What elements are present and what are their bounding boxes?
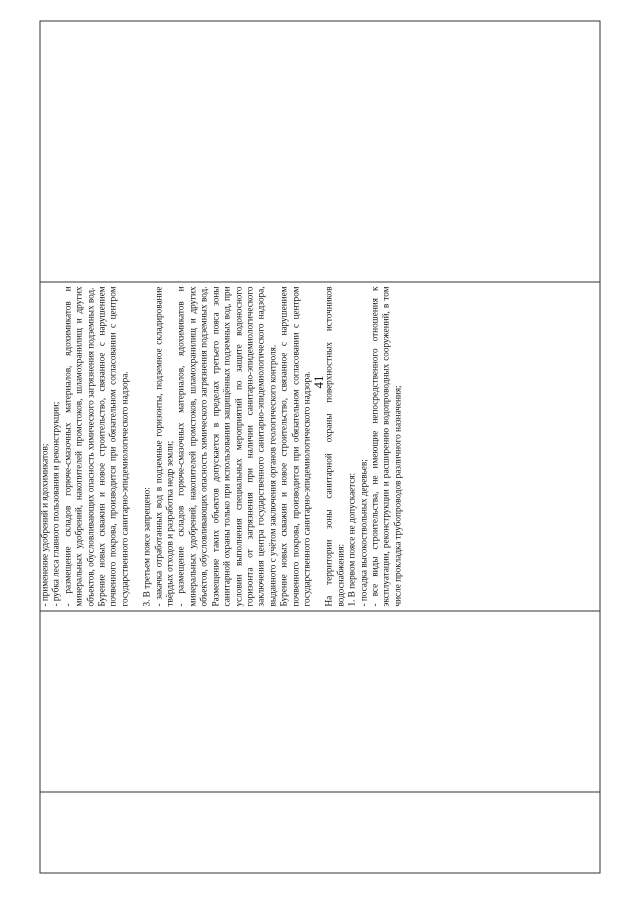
paragraph: Бурение новых скважин и новое строительство, связанное с нарушением почвенного покрова, производится при обязательном согласовании с центром государственного санитарно-эпидемиологического надзора. (97, 286, 131, 607)
paragraph: - закачка отработанных вод в подземные горизонты, подземное складирование твёрдых отходов и разработка недр земли; (154, 286, 176, 607)
paragraph: На территории зоны санитарной охраны поверхностных источников водоснабжения: (324, 286, 347, 607)
table-cell-text (40, 282, 600, 611)
table-cell-notes (40, 21, 600, 282)
paragraph: - размещение складов горюче-смазочных материалов, ядохимикатов и минеральных удобрений, накопителей промстоков, шламохранилищ и других объектов, обусловливающих опасность химического загрязнения подземных вод. (63, 286, 97, 607)
paragraph: Бурение новых скважин и новое строительство, связанное с нарушением почвенного покрова, производится при обязательном согласовании с центром государственного санитарно-эпидемиологического надзора. (279, 286, 313, 607)
text-block (143, 287, 314, 607)
table-cell-title (40, 611, 600, 792)
paragraph: 3. В третьем поясе запрещено: (142, 487, 153, 607)
document-table (40, 34, 601, 874)
paragraph: - применение удобрений и ядохимикатов; (40, 443, 51, 607)
paragraph: - посадка высокоствольных деревьев; (359, 459, 370, 607)
table-cell-number (40, 792, 600, 873)
paragraph: - рубка леса главного пользования и реконструкции; (51, 401, 62, 607)
regulations-table (40, 21, 601, 874)
table-row (40, 21, 600, 873)
page-number: 41 (311, 375, 326, 389)
paragraph: - все виды строительства, не имеющие непосредственного отношения к эксплуатации, реконструкции и расширению водопроводных сооружений, в том числе прокладка трубопроводов различного назначения; (370, 286, 404, 607)
paragraph: 1. В первом поясе не допускается: (347, 472, 358, 607)
paragraph: - размещение складов горюче-смазочных материалов, ядохимикатов и минеральных удобрений, накопителей промстоков, шламохранилищ и других объектов, обусловливающих опасность химического загрязнения подземных вод. Размещение таких объектов допускается в пределах третьего пояса зоны санитарной охраны только при использовании защищённых подземных вод, при условии выполнения специальных мероприятий по защите водоносного горизонта от загрязнения при наличии санитарно-эпидемиологического заключения центра государственного санитарно-эпидемиологического надзора, выданного с учётом заключения органов геологического контроля. (176, 286, 279, 607)
text-block (41, 287, 132, 607)
text-block (325, 287, 405, 607)
